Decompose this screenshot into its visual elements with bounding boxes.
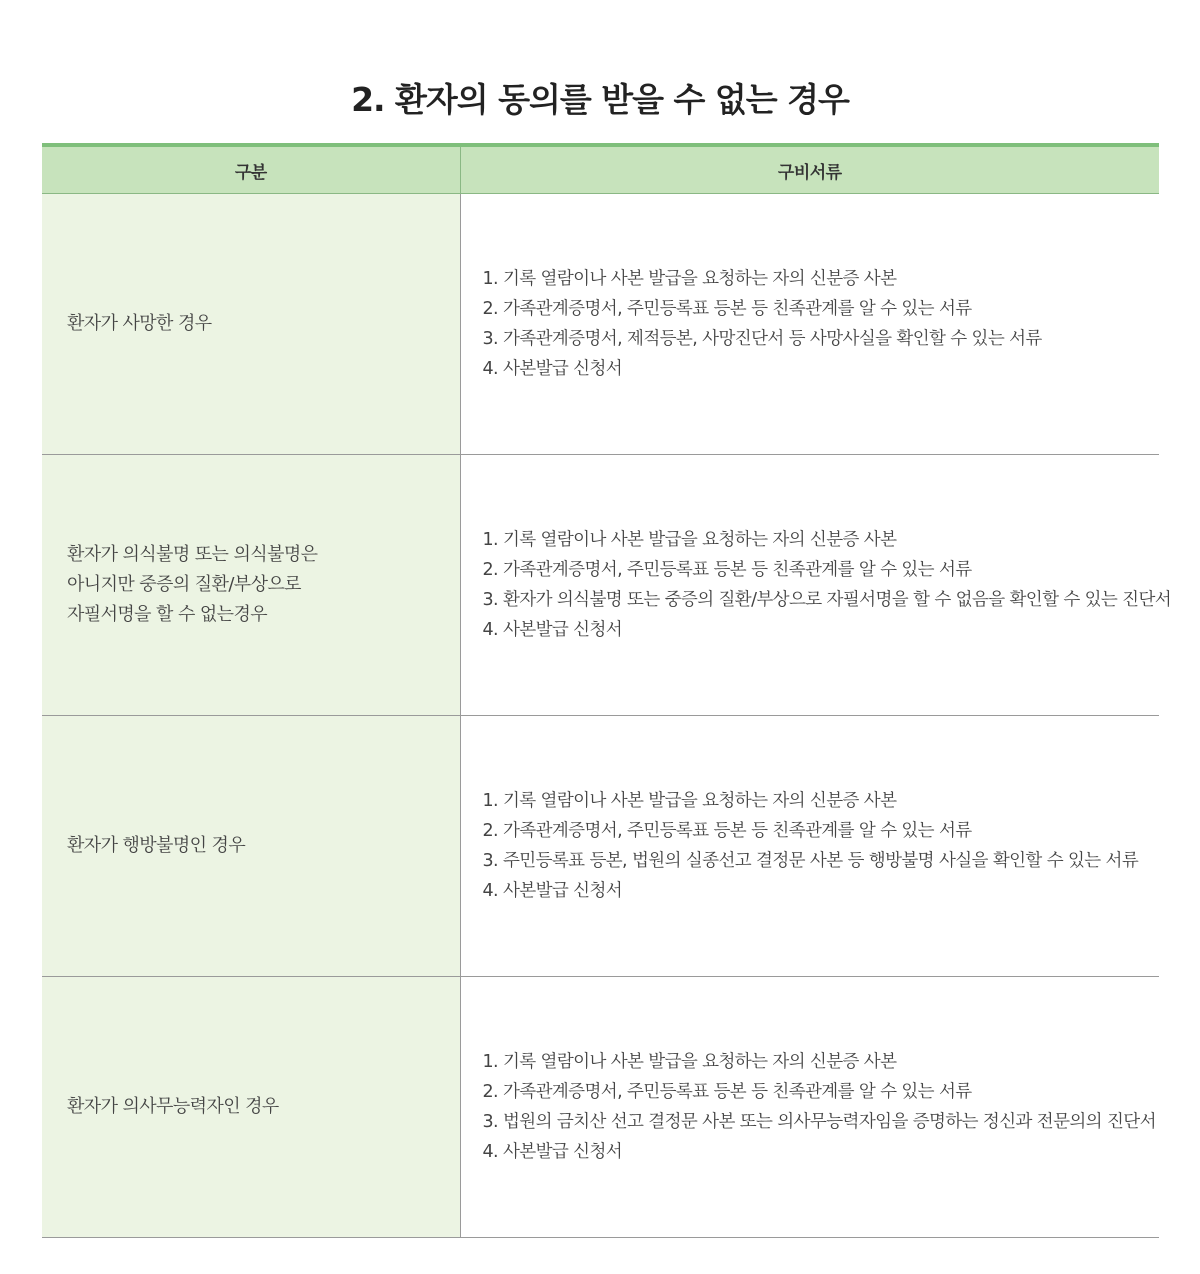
category-cell <box>42 194 460 455</box>
page-title: 2. 환자의 동의를 받을 수 없는 경우 <box>351 80 849 119</box>
category-cell <box>42 716 460 977</box>
required-documents-table <box>42 143 1172 1238</box>
document-item: 4. 사본발급 신청서 <box>482 359 623 379</box>
column-header-category: 구분 <box>42 145 460 194</box>
document-item: 1. 기록 열람이나 사본 발급을 요청하는 자의 신분증 사본 <box>482 791 897 811</box>
documents-cell <box>460 977 1159 1238</box>
document-item: 1. 기록 열람이나 사본 발급을 요청하는 자의 신분증 사본 <box>482 1052 897 1072</box>
document-item: 3. 가족관계증명서, 제적등본, 사망진단서 등 사망사실을 확인할 수 있는 서류 <box>482 329 1042 349</box>
category-text: 환자가 사망한 경우 <box>67 313 212 334</box>
document-item: 2. 가족관계증명서, 주민등록표 등본 등 친족관계를 알 수 있는 서류 <box>482 299 972 319</box>
document-item: 1. 기록 열람이나 사본 발급을 요청하는 자의 신분증 사본 <box>482 530 897 550</box>
document-item: 4. 사본발급 신청서 <box>482 881 623 901</box>
category-text: 환자가 행방불명인 경우 <box>67 835 246 856</box>
document-item: 2. 가족관계증명서, 주민등록표 등본 등 친족관계를 알 수 있는 서류 <box>482 1082 972 1102</box>
document-item: 3. 주민등록표 등본, 법원의 실종선고 결정문 사본 등 행방불명 사실을 확인할 수 있는 서류 <box>482 851 1139 871</box>
table-header-row <box>42 145 1159 194</box>
category-cell <box>42 977 460 1238</box>
document-item: 3. 법원의 금치산 선고 결정문 사본 또는 의사무능력자임을 증명하는 정신과 전문의의 진단서 <box>482 1112 1156 1132</box>
document-item: 4. 사본발급 신청서 <box>482 1142 623 1162</box>
category-text: 환자가 의사무능력자인 경우 <box>67 1096 279 1117</box>
documents-cell <box>460 455 1172 716</box>
category-text: 자필서명을 할 수 없는경우 <box>67 604 268 625</box>
category-text: 환자가 의식불명 또는 의식불명은 <box>67 544 318 565</box>
table-row <box>42 716 1159 977</box>
document-item: 2. 가족관계증명서, 주민등록표 등본 등 친족관계를 알 수 있는 서류 <box>482 560 972 580</box>
column-header-documents: 구비서류 <box>460 145 1159 194</box>
table-row <box>42 455 1159 716</box>
table-row <box>42 977 1159 1238</box>
documents-cell <box>460 194 1159 455</box>
documents-cell <box>460 716 1159 977</box>
document-item: 1. 기록 열람이나 사본 발급을 요청하는 자의 신분증 사본 <box>482 269 897 289</box>
table-row <box>42 194 1159 455</box>
document-item: 3. 환자가 의식불명 또는 중증의 질환/부상으로 자필서명을 할 수 없음을 확인할 수 있는 진단서 <box>482 590 1172 610</box>
document-item: 2. 가족관계증명서, 주민등록표 등본 등 친족관계를 알 수 있는 서류 <box>482 821 972 841</box>
category-cell <box>42 455 460 716</box>
document-item: 4. 사본발급 신청서 <box>482 620 623 640</box>
category-text: 아니지만 중증의 질환/부상으로 <box>67 574 301 595</box>
